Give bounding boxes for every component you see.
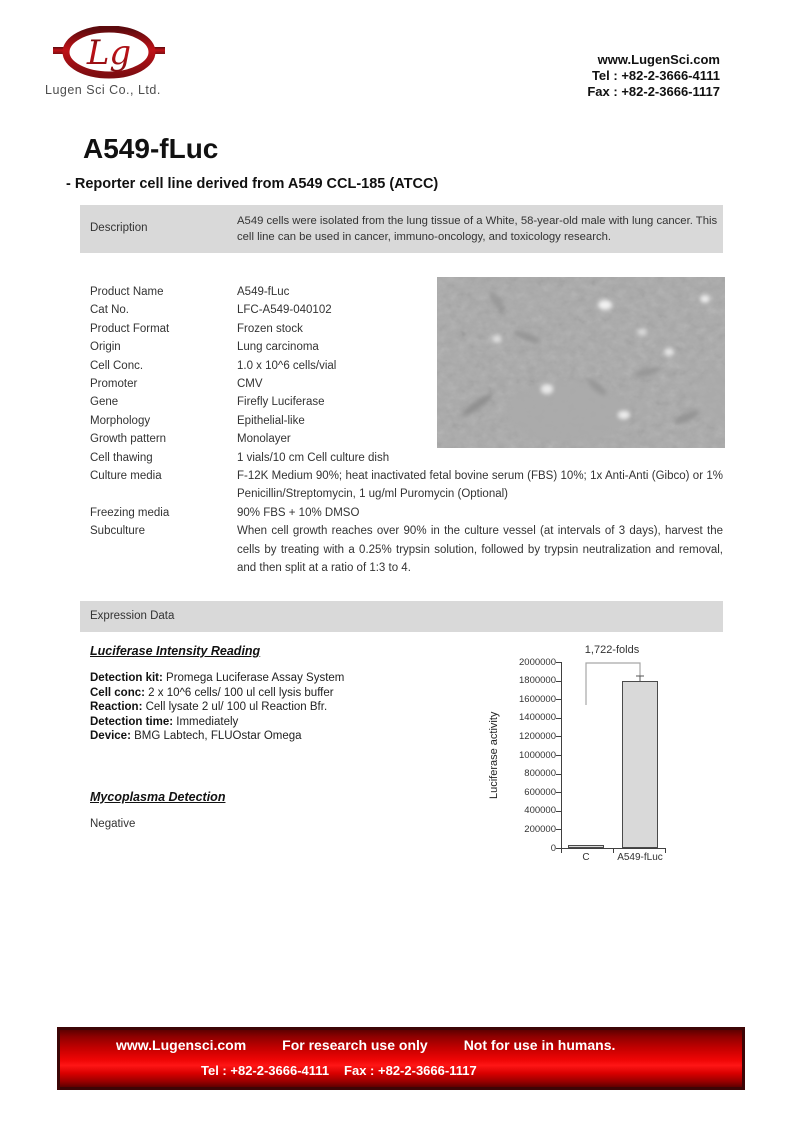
page-subtitle: - Reporter cell line derived from A549 CCL-185 (ATCC) (66, 176, 439, 192)
row-value: LFC-A549-040102 (237, 304, 332, 317)
y-tick-label: 600000 (524, 786, 556, 798)
row-label: Product Name (90, 286, 164, 298)
y-axis-title: Luciferase activity (488, 711, 500, 799)
row-label: Culture media (90, 470, 162, 483)
cell-micrograph-icon (437, 277, 725, 448)
detail-line: Detection kit: Promega Luciferase Assay System (90, 672, 345, 684)
footer-research-notice: For research use only (282, 1037, 428, 1053)
y-tick-label: 2000000 (519, 656, 556, 668)
row-label: Cat No. (90, 304, 129, 317)
lugen-logo-icon (53, 26, 165, 82)
y-tick-mark (556, 811, 561, 812)
footer-website: www.Lugensci.com (116, 1037, 247, 1053)
y-tick-label: 1000000 (519, 749, 556, 761)
table-row (90, 467, 723, 504)
y-tick-mark (556, 736, 561, 737)
footer-banner (57, 1027, 745, 1090)
y-tick-mark (556, 848, 561, 849)
x-category-label: C (582, 852, 590, 863)
contact-fax: Fax : +82-2-3666-1117 (587, 84, 720, 99)
row-label: Cell Conc. (90, 359, 144, 372)
row-label: Growth pattern (90, 433, 167, 446)
expression-data-label: Expression Data (90, 610, 175, 622)
description-label: Description (90, 222, 148, 234)
y-tick-mark (556, 829, 561, 830)
row-value: Lung carcinoma (237, 341, 319, 354)
y-tick-label: 0 (550, 842, 556, 854)
luciferase-chart (480, 640, 735, 875)
row-value: Monolayer (237, 433, 291, 446)
footer-line1 (60, 1037, 742, 1053)
row-value: 1.0 x 10^6 cells/vial (237, 359, 337, 372)
row-value: Firefly Luciferase (237, 396, 325, 409)
row-value: CMV (237, 378, 263, 391)
table-row (90, 449, 723, 467)
row-label: Morphology (90, 414, 151, 427)
row-label: Origin (90, 341, 121, 354)
expression-data-section (80, 601, 723, 632)
bar-C (568, 845, 604, 848)
mycoplasma-heading: Mycoplasma Detection (90, 789, 226, 804)
row-label: Subculture (90, 525, 145, 538)
luciferase-heading: Luciferase Intensity Reading (90, 644, 261, 658)
row-label: Product Format (90, 322, 170, 335)
footer-humans-notice: Not for use in humans. (463, 1037, 616, 1053)
y-tick-mark (556, 681, 561, 682)
row-value: 1 vials/10 cm Cell culture dish (237, 451, 390, 464)
y-tick-label: 1800000 (519, 675, 556, 687)
description-text: A549 cells were isolated from the lung tissue of a White, 58-year-old male with lung cancer. This cell line can be used in cancer, immuno-oncology, and toxicology research. (237, 215, 718, 243)
cell-micrograph-image (437, 277, 725, 448)
detail-line: Detection time: Immediately (90, 715, 239, 728)
row-value: 90% FBS + 10% DMSO (237, 506, 360, 519)
row-value: Frozen stock (237, 322, 303, 335)
y-tick-label: 1400000 (519, 712, 556, 724)
table-row (90, 504, 723, 522)
x-category-label: A549-fLuc (617, 852, 663, 863)
company-logo (45, 26, 205, 97)
row-label: Gene (90, 396, 119, 409)
y-tick-label: 200000 (524, 823, 556, 835)
row-value: A549-fLuc (237, 286, 290, 298)
y-tick-label: 1600000 (519, 693, 556, 705)
chart-annotation: 1,722-folds (584, 644, 640, 656)
y-axis-line (561, 662, 562, 848)
y-tick-mark (556, 792, 561, 793)
row-label: Promoter (90, 378, 138, 391)
y-tick-mark (556, 662, 561, 663)
footer-fax: Fax : +82-2-3666-1117 (344, 1063, 477, 1078)
y-tick-mark (556, 718, 561, 719)
bar-A549-fLuc (622, 681, 658, 848)
row-label: Cell thawing (90, 451, 153, 464)
page-title: A549-fLuc (83, 133, 219, 164)
detail-line: Device: BMG Labtech, FLUOstar Omega (90, 730, 302, 743)
company-name: Lugen Sci Co., Ltd. (45, 83, 161, 97)
row-value: Epithelial-like (237, 414, 305, 427)
detail-line: Cell conc: 2 x 10^6 cells/ 100 ul cell lysis buffer (90, 686, 334, 699)
row-value: F-12K Medium 90%; heat inactivated fetal bovine serum (FBS) 10%; 1x Anti-Anti (Gibco) or 1% Penicillin/Streptomycin, 1 ug/ml Puromycin (Optional) (237, 470, 723, 501)
contact-tel: Tel : +82-2-3666-4111 (591, 68, 720, 83)
y-tick-label: 1200000 (519, 730, 556, 742)
table-row (90, 522, 723, 577)
logo-monogram: Lg (86, 33, 132, 73)
detail-line: Reaction: Cell lysate 2 ul/ 100 ul Reaction Bfr. (90, 701, 328, 714)
y-tick-mark (556, 699, 561, 700)
y-tick-mark (556, 774, 561, 775)
description-section (80, 205, 723, 253)
y-tick-label: 400000 (524, 805, 556, 817)
expression-left-column (90, 644, 450, 830)
contact-website: www.LugenSci.com (597, 52, 720, 67)
row-label: Freezing media (90, 506, 170, 519)
contact-block (587, 52, 720, 100)
y-tick-mark (556, 755, 561, 756)
row-value: When cell growth reaches over 90% in the culture vessel (at intervals of 3 days), harvest the cells by treating with a 0.25% trypsin solution, followed by trypsin neutralization and removal, and then split at a ratio of 1:3 to 4. (237, 525, 723, 575)
footer-line2 (60, 1063, 742, 1078)
assay-details (90, 671, 450, 744)
footer-tel: Tel : +82-2-3666-4111 (201, 1063, 330, 1078)
y-tick-label: 800000 (524, 768, 556, 780)
mycoplasma-result: Negative (90, 817, 136, 830)
